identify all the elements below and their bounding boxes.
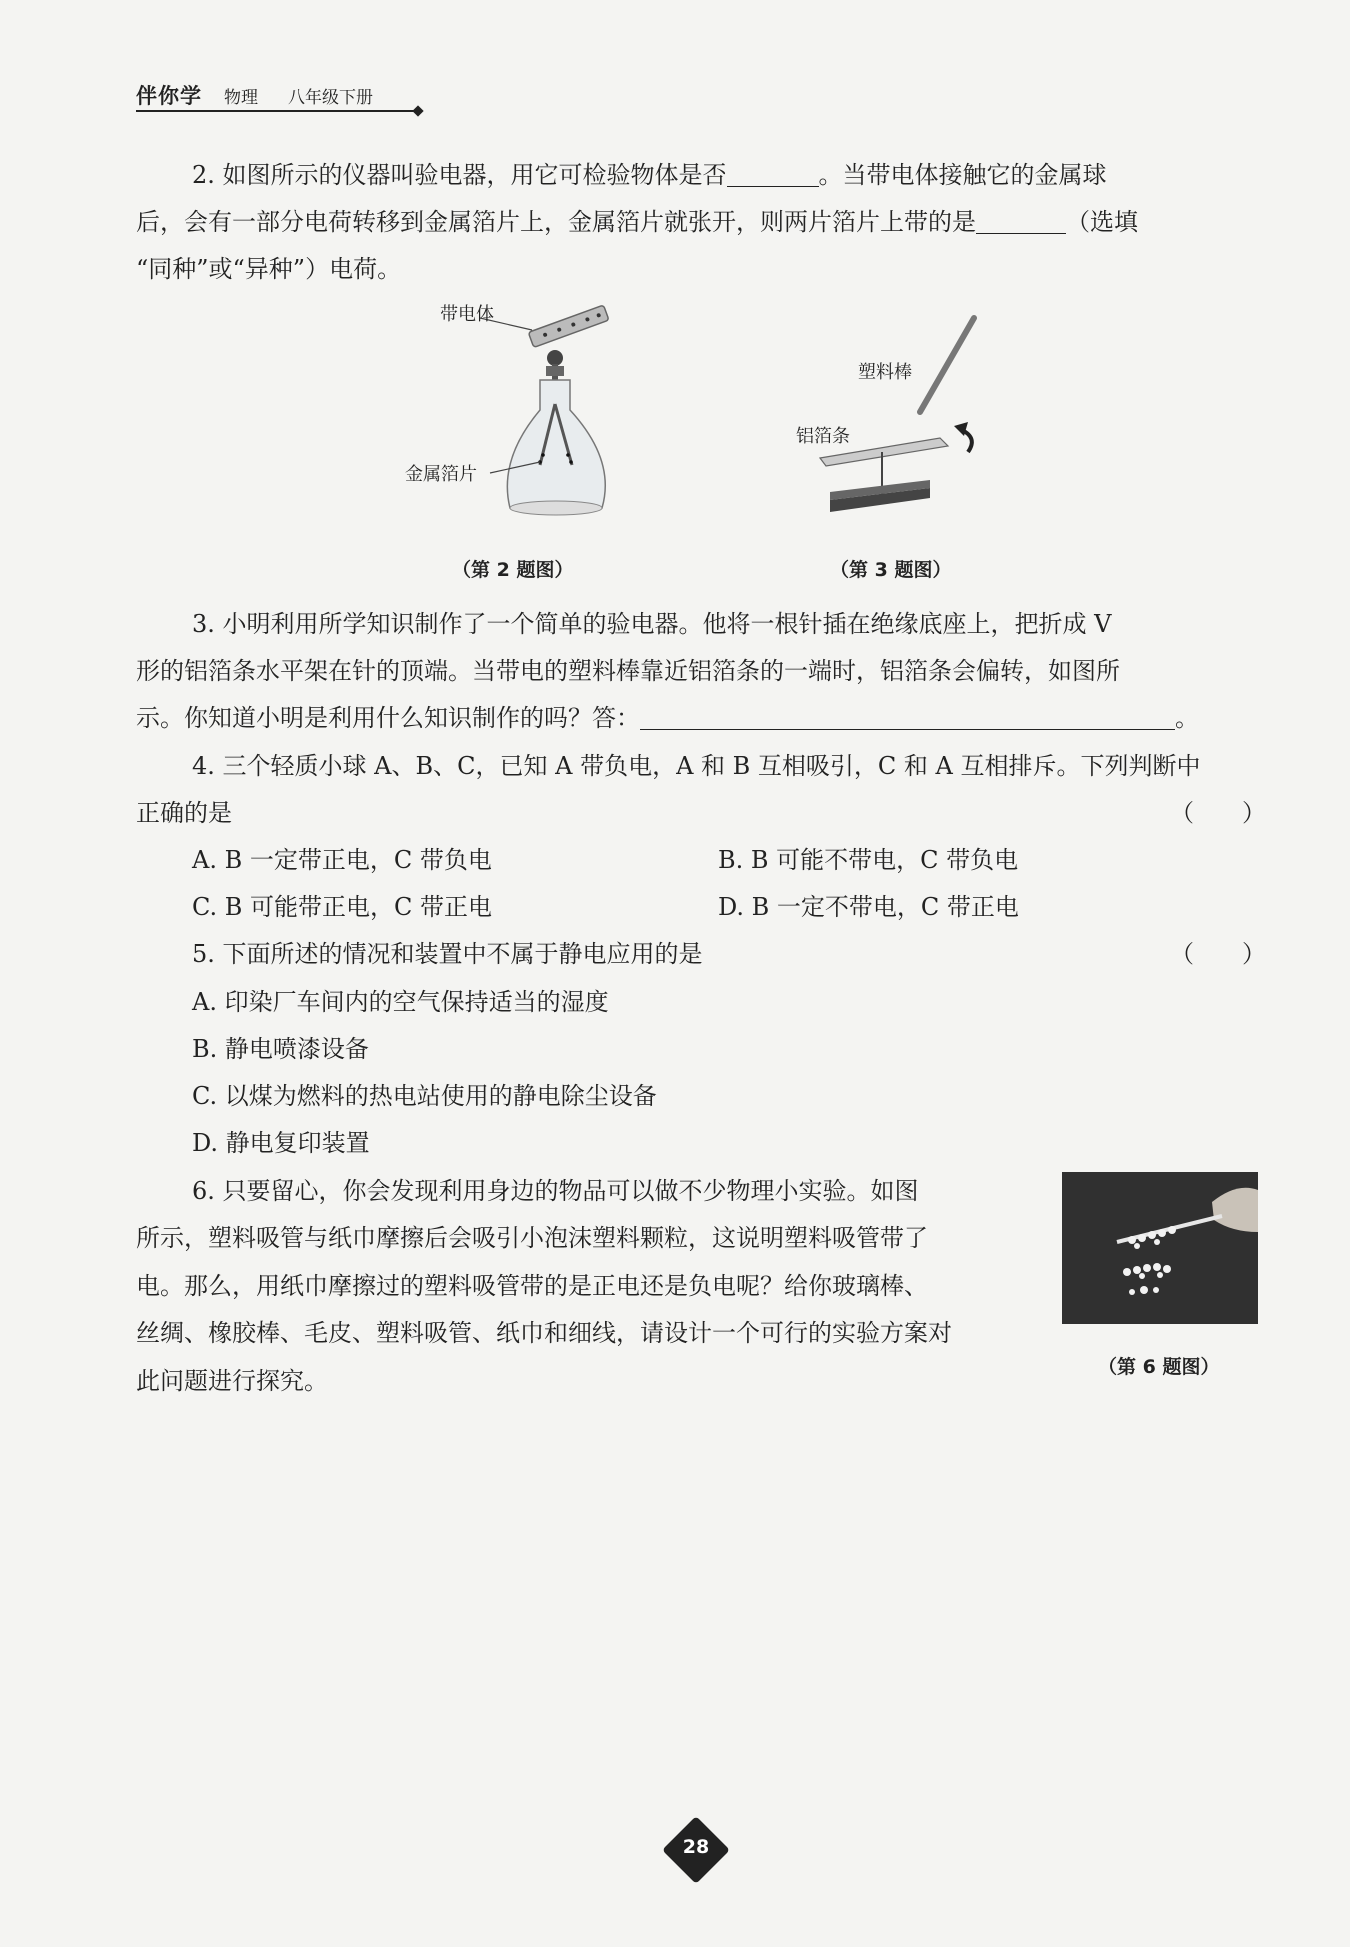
q4-option-b: B. B 可能不带电，C 带负电 [718, 846, 1019, 874]
label-foil-strip: 铝箔条 [796, 426, 850, 447]
q3-line-3 [136, 698, 1199, 733]
subject-label: 物理 [224, 88, 258, 108]
q6-line-4: 丝绸、橡胶棒、毛皮、塑料吸管、纸巾和细线，请设计一个可行的实验方案对 [136, 1319, 952, 1347]
label-charged-body: 带电体 [440, 304, 494, 325]
brand-title: 伴你学 [136, 84, 202, 108]
q6-line-2: 所示，塑料吸管与纸巾摩擦后会吸引小泡沫塑料颗粒，这说明塑料吸管带了 [136, 1224, 928, 1252]
straw-photo [1062, 1172, 1258, 1324]
q3-answer-blank [640, 703, 1175, 730]
foil-strip-diagram [790, 300, 1000, 530]
figure-3-caption: （第 3 题图） [830, 559, 952, 581]
q2-line-2 [136, 202, 1138, 237]
q5-option-d: D. 静电复印装置 [192, 1129, 370, 1157]
q6-line-3: 电。那么，用纸巾摩擦过的塑料吸管带的是正电还是负电呢？给你玻璃棒、 [136, 1272, 928, 1300]
page-header [136, 80, 426, 116]
q2-blank-2 [976, 207, 1066, 234]
q2-line-3: “同种”或“异种”）电荷。 [136, 255, 402, 283]
q3-line-1: 3. 小明利用所学知识制作了一个简单的验电器。他将一根针插在绝缘底座上，把折成 V [192, 610, 1112, 638]
figure-6-caption: （第 6 题图） [1098, 1356, 1220, 1378]
q4-line-1: 4. 三个轻质小球 A、B、C，已知 A 带负电，A 和 B 互相吸引，C 和 A 互相排斥。下列判断中 [192, 752, 1201, 780]
q2-text-1b: 。当带电体接触它的金属球 [818, 161, 1107, 189]
q3-line-2: 形的铝箔条水平架在针的顶端。当带电的塑料棒靠近铝箔条的一端时，铝箔条会偏转，如图所 [136, 657, 1120, 685]
label-metal-foil: 金属箔片 [405, 464, 477, 485]
grade-label: 八年级下册 [288, 88, 373, 108]
q3-text-3a: 示。你知道小明是利用什么知识制作的吗？答： [136, 704, 640, 732]
q2-line-1 [192, 155, 1107, 190]
label-plastic-rod: 塑料棒 [858, 362, 912, 383]
header-diamond-icon [412, 105, 423, 116]
q3-text-3b: 。 [1175, 704, 1199, 732]
q5-option-a: A. 印染厂车间内的空气保持适当的湿度 [192, 988, 609, 1016]
q2-text-2b: （选填 [1066, 208, 1138, 236]
q5-option-c: C. 以煤为燃料的热电站使用的静电除尘设备 [192, 1082, 657, 1110]
q5-stem: 5. 下面所述的情况和装置中不属于静电应用的是 [192, 940, 703, 968]
q2-blank-1 [727, 160, 819, 187]
q4-option-c: C. B 可能带正电，C 带正电 [192, 893, 493, 921]
q6-line-1: 6. 只要留心，你会发现利用身边的物品可以做不少物理小实验。如图 [192, 1177, 919, 1205]
q5-option-b: B. 静电喷漆设备 [192, 1035, 369, 1063]
figure-2-caption: （第 2 题图） [452, 559, 574, 581]
q4-option-d: D. B 一定不带电，C 带正电 [718, 893, 1019, 921]
page-number: 28 [682, 1836, 710, 1858]
q6-line-5: 此问题进行探究。 [136, 1367, 328, 1395]
q4-option-a: A. B 一定带正电，C 带负电 [192, 846, 492, 874]
q4-answer-paren: （ ） [1170, 799, 1266, 827]
q2-text-1a: 2. 如图所示的仪器叫验电器，用它可检验物体是否 [192, 161, 727, 189]
q5-answer-paren: （ ） [1170, 940, 1266, 968]
q4-line-2: 正确的是 [136, 799, 232, 827]
electroscope-diagram [380, 290, 660, 530]
header-rule [136, 110, 418, 112]
q2-text-2a: 后，会有一部分电荷转移到金属箔片上，金属箔片就张开，则两片箔片上带的是 [136, 208, 976, 236]
